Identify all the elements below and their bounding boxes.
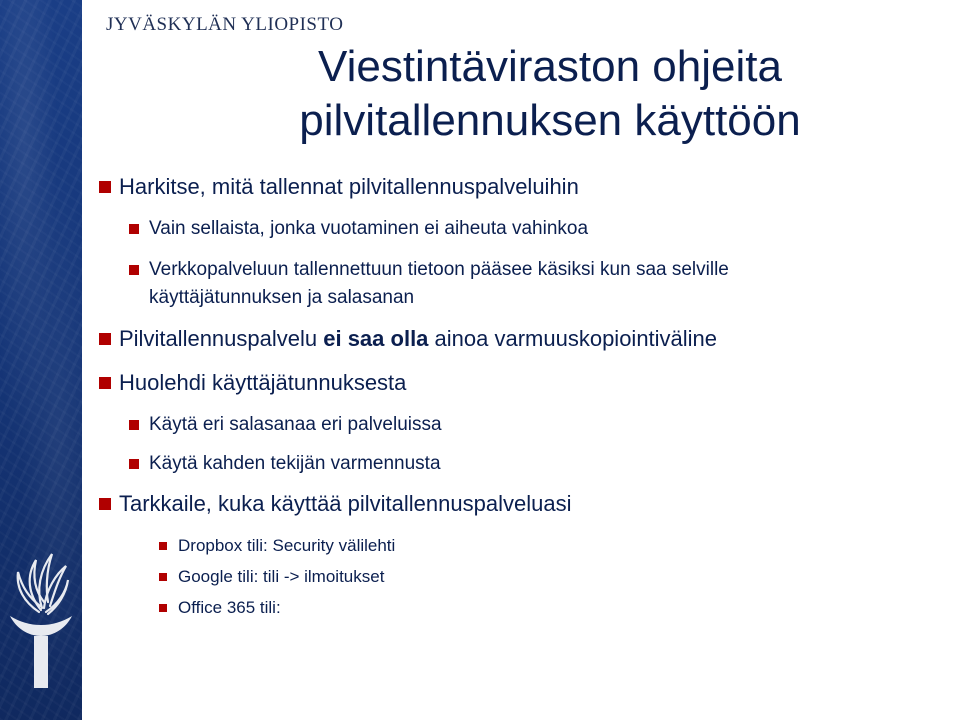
bullet-item: [119, 490, 571, 517]
bullet-text: Huolehdi käyttäjätunnuksesta: [119, 370, 407, 395]
sub-bullet-item: [149, 411, 442, 438]
sub-sub-bullet-item: [178, 535, 395, 556]
bullet-item: [119, 173, 579, 200]
title-line-1: Viestintäviraston ohjeita: [318, 42, 782, 91]
bullet-text: Harkitse, mitä tallennat pilvitallennuspalveluihin: [119, 174, 579, 199]
bullet-text: Vain sellaista, jonka vuotaminen ei aiheuta vahinkoa: [149, 218, 589, 239]
square-bullet-icon: [159, 542, 167, 550]
square-bullet-icon: [159, 604, 167, 612]
bullet-text: Dropbox tili: Security välilehti: [178, 536, 396, 555]
square-bullet-icon: [129, 420, 139, 430]
sub-bullet-item: [149, 256, 729, 283]
sidebar-band: [0, 0, 82, 720]
bullet-text-continuation: [149, 284, 414, 311]
square-bullet-icon: [129, 224, 139, 234]
sub-bullet-item: [149, 450, 441, 477]
bullet-text: Office 365 tili:: [178, 598, 281, 617]
square-bullet-icon: [99, 498, 111, 510]
bullet-text: Käytä kahden tekijän varmennusta: [149, 453, 441, 474]
bullet-text-pre: Pilvitallennuspalvelu: [119, 326, 324, 351]
sub-sub-bullet-item: [178, 597, 281, 618]
bullet-text-bold: ei saa olla: [323, 326, 429, 351]
square-bullet-icon: [129, 265, 139, 275]
bullet-text: käyttäjätunnuksen ja salasanan: [149, 287, 415, 308]
sub-bullet-item: [149, 215, 588, 242]
torch-logo-icon: [6, 532, 76, 692]
slide-title: [150, 40, 950, 148]
bullet-text-post: ainoa varmuuskopiointiväline: [428, 326, 718, 351]
square-bullet-icon: [99, 181, 111, 193]
square-bullet-icon: [129, 459, 139, 469]
bullet-text: Käytä eri salasanaa eri palveluissa: [149, 414, 442, 435]
square-bullet-icon: [99, 333, 111, 345]
bullet-text: Tarkkaile, kuka käyttää pilvitallennuspalveluasi: [119, 491, 572, 516]
bullet-item: [119, 325, 717, 352]
square-bullet-icon: [99, 377, 111, 389]
sub-sub-bullet-item: [178, 566, 384, 587]
square-bullet-icon: [159, 573, 167, 581]
bullet-text: Verkkopalveluun tallennettuun tietoon pääsee käsiksi kun saa selville: [149, 259, 729, 280]
university-name: JYVÄSKYLÄN YLIOPISTO: [106, 14, 344, 35]
bullet-text: Google tili: tili -> ilmoitukset: [178, 567, 385, 586]
bullet-item: [119, 369, 406, 396]
title-line-2: pilvitallennuksen käyttöön: [299, 96, 801, 145]
